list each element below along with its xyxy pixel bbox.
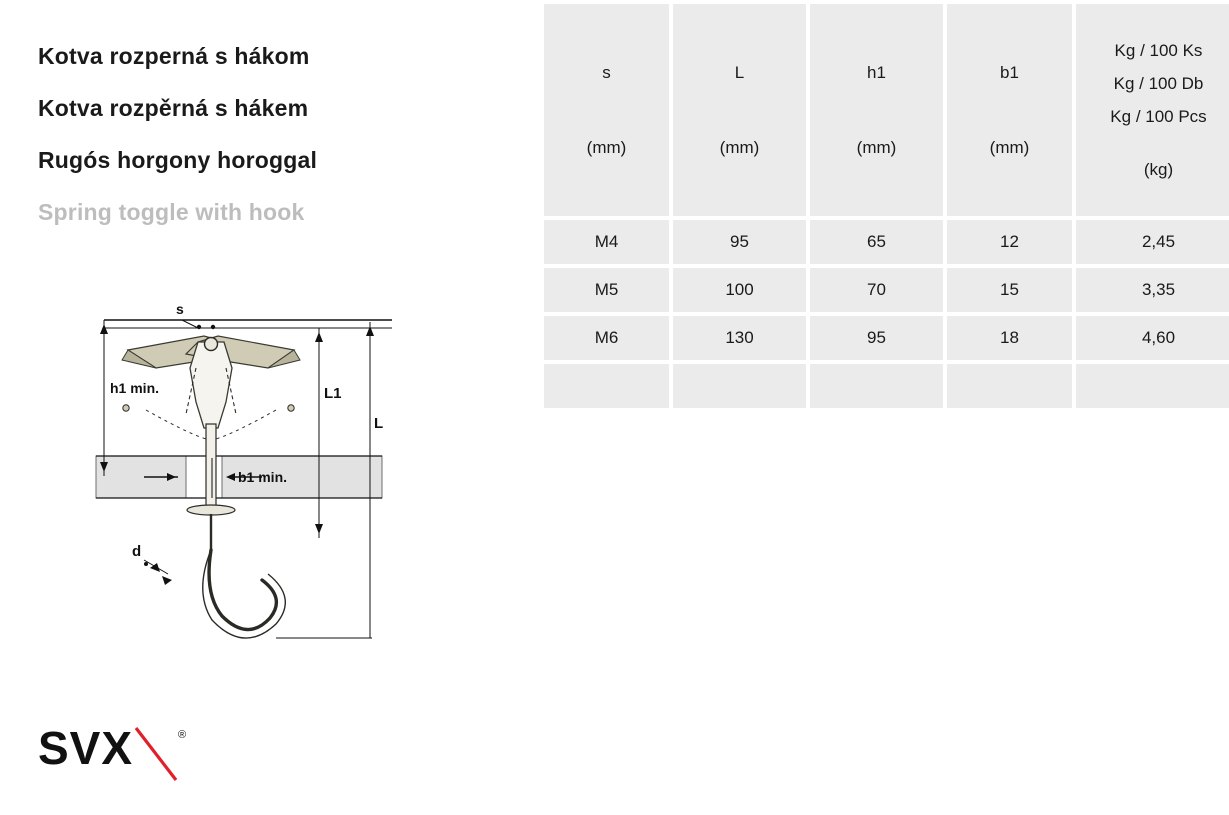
table-row xyxy=(544,268,1229,312)
product-title-en: Spring toggle with hook xyxy=(38,199,305,225)
filler-cell-weight xyxy=(1076,364,1229,408)
col-header-h1-unit: (mm) xyxy=(856,138,897,157)
spec-table-wrap xyxy=(540,0,1229,815)
col-header-s-symbol: s xyxy=(602,63,611,82)
col-header-b1-symbol: b1 xyxy=(1000,63,1019,82)
cell-h1: 70 xyxy=(810,268,943,312)
cell-l: 100 xyxy=(673,268,806,312)
cell-weight: 2,45 xyxy=(1076,220,1229,264)
filler-cell-l xyxy=(673,364,806,408)
cell-weight: 4,60 xyxy=(1076,316,1229,360)
col-header-b1-unit: (mm) xyxy=(989,138,1030,157)
drawing-label-l1: L1 xyxy=(324,385,342,402)
table-row xyxy=(544,220,1229,264)
filler-cell-h1 xyxy=(810,364,943,408)
drawing-label-h1: h1 min. xyxy=(110,380,160,396)
table-row xyxy=(544,316,1229,360)
cell-b1: 15 xyxy=(947,268,1072,312)
filler-cell-b1 xyxy=(947,364,1072,408)
col-header-l-unit: (mm) xyxy=(719,138,760,157)
col-header-s-unit: (mm) xyxy=(586,138,627,157)
col-header-weight-line-en: Kg / 100 Pcs xyxy=(1110,107,1207,126)
left-pane xyxy=(0,0,540,815)
table-filler-row xyxy=(544,364,1229,408)
col-header-l xyxy=(673,4,806,216)
product-title-block xyxy=(38,30,518,238)
cell-weight: 3,35 xyxy=(1076,268,1229,312)
product-title-cs: Kotva rozpěrná s hákem xyxy=(38,95,309,121)
drawing-label-s: s xyxy=(176,301,184,317)
cell-h1: 95 xyxy=(810,316,943,360)
col-header-weight-unit: (kg) xyxy=(1143,160,1174,179)
product-title-sk: Kotva rozperná s hákom xyxy=(38,43,310,69)
spring-toggle-diagram-svg xyxy=(86,298,416,668)
col-header-b1 xyxy=(947,4,1072,216)
col-header-weight xyxy=(1076,4,1229,216)
cell-s: M6 xyxy=(544,316,669,360)
logo-registered-mark: ® xyxy=(178,729,187,741)
col-header-h1-symbol: h1 xyxy=(867,63,886,82)
spec-table-body xyxy=(544,220,1229,408)
company-logo xyxy=(38,722,208,782)
cell-h1: 65 xyxy=(810,220,943,264)
technical-drawing xyxy=(86,298,416,668)
drawing-label-b1: b1 min. xyxy=(238,469,288,485)
cell-b1: 12 xyxy=(947,220,1072,264)
logo-wordmark: SVX xyxy=(38,722,134,774)
svx-logo-svg xyxy=(38,722,208,782)
spec-table-head xyxy=(544,4,1229,216)
drawing-label-l: L xyxy=(374,415,384,432)
product-title-hu: Rugós horgony horoggal xyxy=(38,147,318,173)
cell-s: M4 xyxy=(544,220,669,264)
spec-table-header-row xyxy=(544,4,1229,216)
filler-cell-s xyxy=(544,364,669,408)
logo-accent-stroke xyxy=(136,728,176,780)
spec-table xyxy=(540,0,1229,412)
col-header-h1 xyxy=(810,4,943,216)
cell-b1: 18 xyxy=(947,316,1072,360)
cell-l: 95 xyxy=(673,220,806,264)
col-header-weight-line-sk: Kg / 100 Ks xyxy=(1114,41,1203,60)
col-header-s xyxy=(544,4,669,216)
cell-l: 130 xyxy=(673,316,806,360)
cell-s: M5 xyxy=(544,268,669,312)
col-header-weight-line-hu: Kg / 100 Db xyxy=(1113,74,1204,93)
drawing-label-d: d xyxy=(132,543,142,560)
col-header-l-symbol: L xyxy=(734,63,745,82)
